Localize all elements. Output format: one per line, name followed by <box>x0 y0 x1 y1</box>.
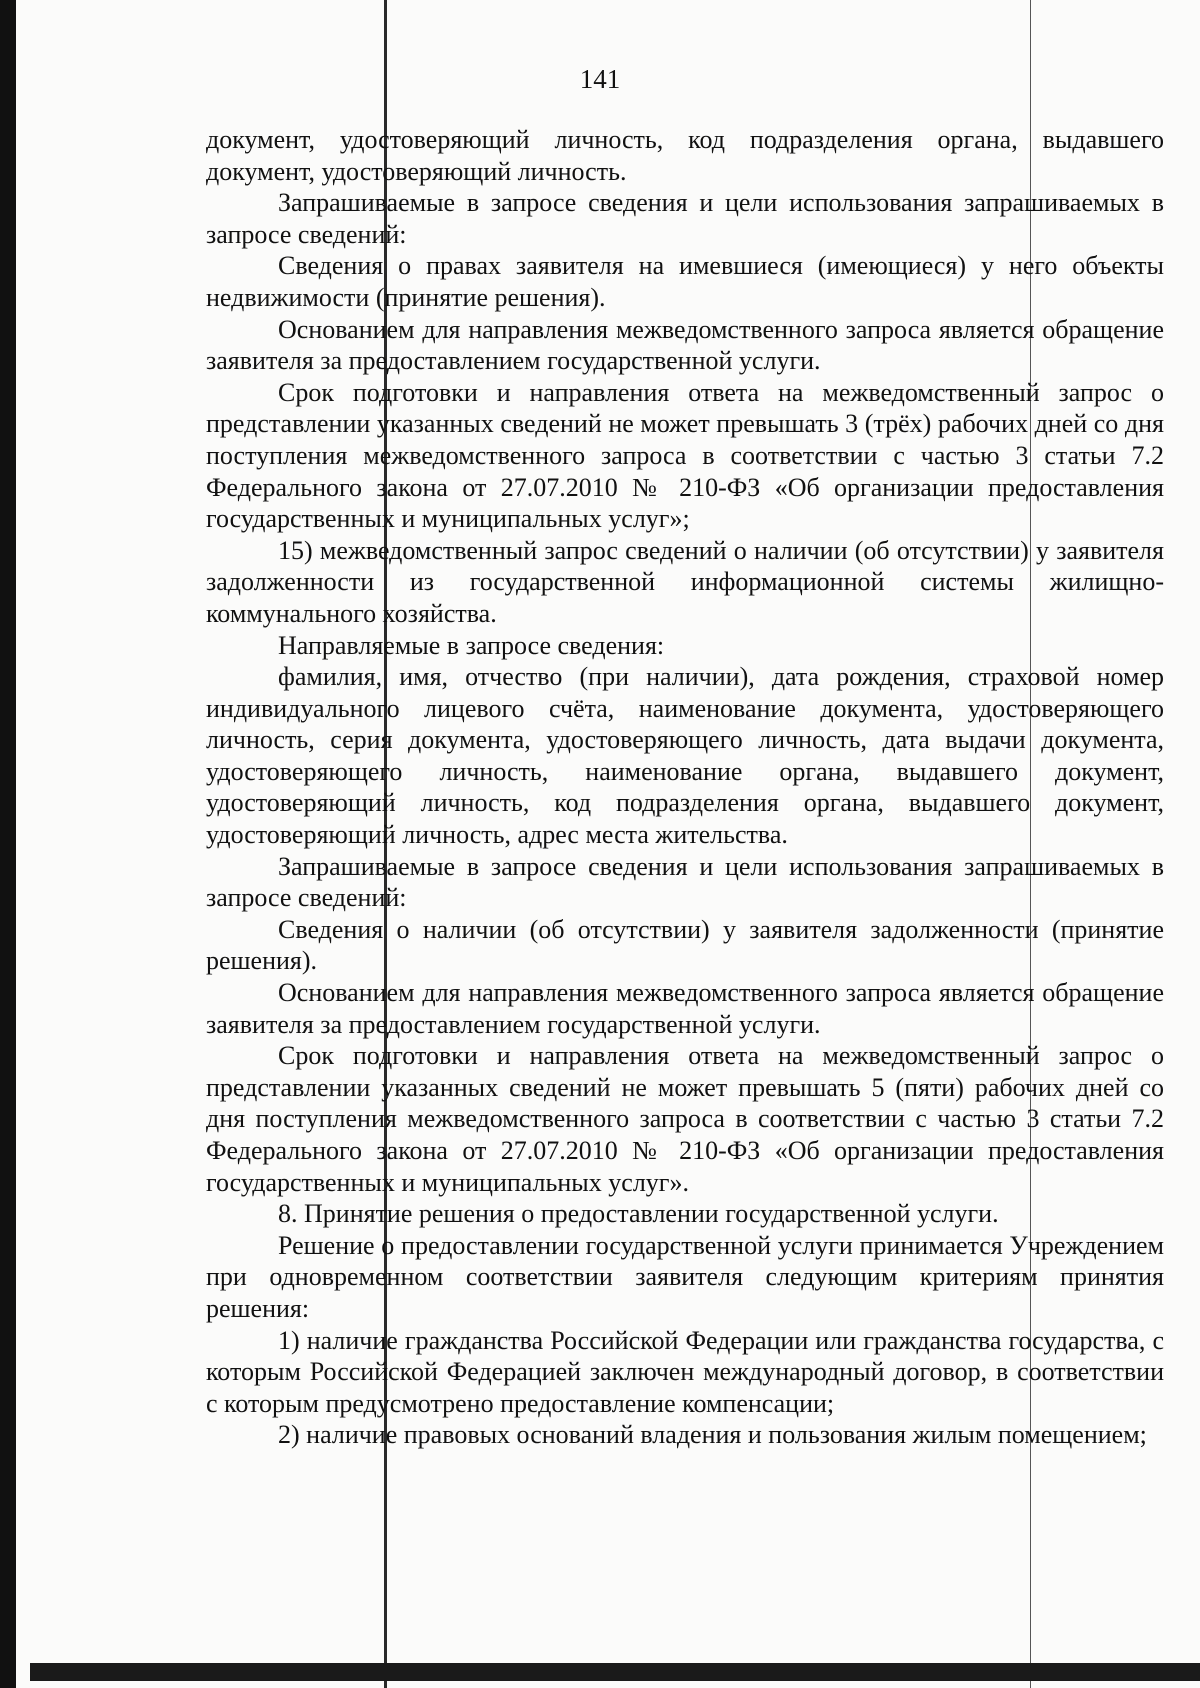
paragraph: Срок подготовки и направления ответа на межведомственный запрос о представлении указанных сведений не может превышать 3 (трёх) рабочих дней со дня поступления межведомственного запроса в соответствии с частью 3 статьи 7.2 Федерального закона от 27.07.2010 № 210-ФЗ «Об организации предоставления государственных и муниципальных услуг»; <box>206 377 1164 534</box>
scan-left-edge <box>0 0 16 1688</box>
paragraph: 1) наличие гражданства Российской Федерации или гражданства государства, с которым Российской Федерацией заключен международный договор, в соответствии с которым предусмотрено предоставление компенсации; <box>206 1325 1164 1418</box>
paragraph: 2) наличие правовых оснований владения и пользования жилым помещением; <box>278 1420 1147 1450</box>
paragraph: Основанием для направления межведомственного запроса является обращение заявителя за предоставлением государственной услуги. <box>206 978 1164 1039</box>
paragraph: 8. Принятие решения о предоставлении государственной услуги. <box>278 1199 999 1229</box>
page-number: 141 <box>579 64 621 94</box>
paragraph: Решение о предоставлении государственной услуги принимается Учреждением при одновременном соответствии заявителя следующим критериям принятия решения: <box>206 1230 1164 1323</box>
paragraph: Основанием для направления межведомственного запроса является обращение заявителя за предоставлением государственной услуги. <box>206 314 1164 376</box>
paragraph: Запрашиваемые в запросе сведения и цели использования запрашиваемых в запросе сведений: <box>206 851 1164 913</box>
paragraph: Сведения о наличии (об отсутствии) у заявителя задолженности (принятие решения). <box>206 914 1164 976</box>
scan-bottom-edge <box>30 1663 1200 1681</box>
paragraph: 15) межведомственный запрос сведений о наличии (об отсутствии) у заявителя задолженности из государственной информационной системы жилищно-коммунального хозяйства. <box>206 535 1164 628</box>
paragraph: фамилия, имя, отчество (при наличии), дата рождения, страховой номер индивидуального лицевого счёта, наименование документа, удостоверяющего личность, серия документа, удостоверяющего личность, дата выдачи документа, удостоверяющего личность, наименование органа, выдавшего документ, удостоверяющий личность, код подразделения органа, выдавшего документ, удостоверяющий личность, адрес места жительства. <box>206 662 1164 850</box>
paragraph: Направляемые в запросе сведения: <box>278 630 665 660</box>
paragraph: Срок подготовки и направления ответа на межведомственный запрос о представлении указанных сведений не может превышать 5 (пяти) рабочих дней со дня поступления межведомственного запроса в соответствии с частью 3 статьи 7.2 Федерального закона от 27.07.2010 № 210-ФЗ «Об организации предоставления государственных и муниципальных услуг». <box>206 1041 1164 1197</box>
paragraph: документ, удостоверяющий личность, код подразделения органа, выдавшего документ, удостоверяющий личность. <box>206 125 1164 186</box>
document-body <box>206 124 1164 1451</box>
paragraph: Сведения о правах заявителя на имевшиеся (имеющиеся) у него объекты недвижимости (принятие решения). <box>206 251 1164 312</box>
paragraph: Запрашиваемые в запросе сведения и цели использования запрашиваемых в запросе сведений: <box>206 188 1164 249</box>
